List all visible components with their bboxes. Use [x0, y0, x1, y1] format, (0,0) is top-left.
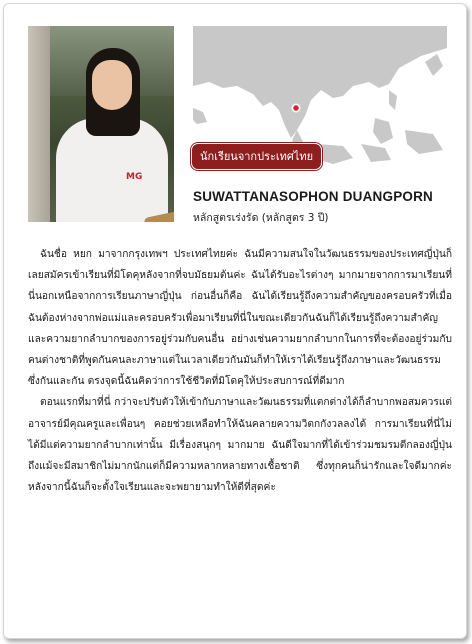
testimonial-paragraph: ตอนแรกที่มาที่นี่ กว่าจะปรับตัวให้เข้ากับภาษาและวัฒนธรรมที่แตกต่างได้ก็ลำบากพอสมควรแต่อาจารย์มีคุณครูและเพื่อนๆ คอยช่วยเหลือทำให้ฉันคลายความวิตกกังวลลงได้ การมาเรียนที่นี่ไม่ได้มีแต่ความยากลำบากเท่านั้น มีเรื่องสนุกๆ มากมาย ฉันดีใจมากที่ได้เข้าร่วมชมรมตีกลองญี่ปุ่น ถึงแม้จะมีสมาชิกไม่มากนักแต่ก็มีความหลากหลายทางเชื้อชาติ ซึ่งทุกคนก็น่ารักและใจดีมากค่ะ หลังจากนี้ฉันก็จะตั้งใจเรียนและจะพยายามทำให้ดีที่สุดค่ะ [28, 397, 452, 494]
testimonial-paragraph: ฉันชื่อ หยก มาจากกรุงเทพฯ ประเทศไทยค่ะ ฉันมีความสนใจในวัฒนธรรมของประเทศญี่ปุ่นก็เลยสมัครเข้าเรียนที่มิโดคุหลังจากที่จบมัธยมต้นค่ะ ฉันได้รับอะไรต่างๆ มากมายจากการมาเรียนที่นี่นอกเหนือจากการเรียนภาษาญี่ปุ่น ก่อนอื่นก็คือ ฉันได้เรียนรู้ถึงความสำคัญของครอบครัวที่เมื่อฉันต้องห่างจากพ่อแม่และครอบครัวเพื่อมาเรียนที่นี่ในขณะเดียวกันฉันก็ได้เรียนรู้ถึงความสำคัญและความยากลำบากของการอยู่ร่วมกับคนอื่น อย่างเช่นความยากลำบากในการที่จะต้องอยู่ร่วมกับคนต่างชาติที่พูดกันคนละภาษาแต่ในเวลาเดียวกันมันก็ทำให้เราได้เรียนรู้ถึงภาษาและวัฒนธรรมซึ่งกันและกัน ตรงจุดนี้ฉันคิดว่าการใช้ชีวิตที่มิโดคุให้ประสบการณ์ที่ดีมาก [28, 249, 452, 388]
photo-face [92, 60, 132, 110]
shirt-logo: MG [126, 172, 143, 182]
location-dot [293, 105, 298, 110]
testimonial-text [28, 244, 452, 498]
photo-wall [28, 26, 50, 222]
student-course: หลักสูตรเร่งรัด (หลักสูตร 3 ปี) [193, 212, 329, 224]
origin-badge: นักเรียนจากประเทศไทย [191, 143, 322, 170]
student-name: SUWATTANASOPHON DUANGPORN [193, 189, 433, 204]
profile-card [3, 3, 467, 639]
student-photo [28, 26, 174, 222]
